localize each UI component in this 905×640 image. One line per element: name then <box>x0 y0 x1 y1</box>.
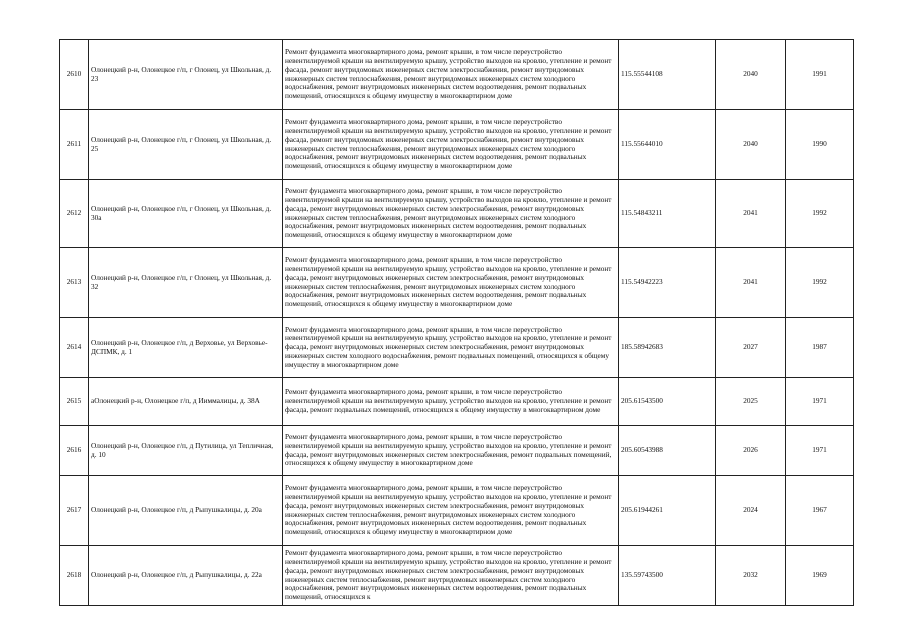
built-year-cell: 1971 <box>786 378 854 426</box>
cost-cell: 115.55644010 <box>619 110 716 180</box>
works-cell: Ремонт фундамента многоквартирного дома, ремонт крыши, в том числе переустройство невентилируемой крыши на вентилируемую крышу, устройство выходов на кровлю, утепление и ремонт фасада, ремонт внутридомовых инженерных систем электроснабжения, ремонт внутридомовых инженерных систем теплоснабжения, ремонт внутридомовых инженерных систем холодного водоснабжения, ремонт внутридомовых инженерных систем водоотведения, ремонт подвальных помещений, относящихся к общему имуществу в многоквартирном доме <box>283 248 619 318</box>
cost-cell: 115.54843211 <box>619 180 716 248</box>
address-cell: Олонецкий р-н, Олонецкое г/п, д Рыпушкалицы, д. 22а <box>89 546 283 606</box>
table-row <box>60 426 854 476</box>
works-cell: Ремонт фундамента многоквартирного дома, ремонт крыши, в том числе переустройство невентилируемой крыши на вентилируемую крышу, устройство выходов на кровлю, утепление и ремонт фасада, ремонт внутридомовых инженерных систем электроснабжения, ремонт внутридомовых инженерных систем теплоснабжения, ремонт внутридомовых инженерных систем холодного водоснабжения, ремонт внутридомовых инженерных систем водоотведения, ремонт подвальных помещений, относящихся к общему имуществу в многоквартирном доме <box>283 476 619 546</box>
table-body <box>60 40 854 606</box>
planned-year-cell: 2032 <box>716 546 786 606</box>
built-year-cell: 1992 <box>786 248 854 318</box>
row-number: 2610 <box>60 40 89 110</box>
address-cell: Олонецкий р-н, Олонецкое г/п, г Олонец, ул Школьная, д. 23 <box>89 40 283 110</box>
cost-cell: 205.60543988 <box>619 426 716 476</box>
row-number: 2618 <box>60 546 89 606</box>
planned-year-cell: 2027 <box>716 318 786 378</box>
built-year-cell: 1987 <box>786 318 854 378</box>
address-cell: Олонецкий р-н, Олонецкое г/п, г Олонец, ул Школьная, д. 30а <box>89 180 283 248</box>
planned-year-cell: 2040 <box>716 40 786 110</box>
works-cell: Ремонт фундамента многоквартирного дома, ремонт крыши, в том числе переустройство невентилируемой крыши на вентилируемую крышу, устройство выходов на кровлю, утепление и ремонт фасада, ремонт внутридомовых инженерных систем электроснабжения, ремонт внутридомовых инженерных систем теплоснабжения, ремонт внутридомовых инженерных систем холодного водоснабжения, ремонт внутридомовых инженерных систем водоотведения, ремонт подвальных помещений, относящихся к общему имуществу в многоквартирном доме <box>283 180 619 248</box>
cost-cell: 185.58942683 <box>619 318 716 378</box>
cost-cell: 115.54942223 <box>619 248 716 318</box>
built-year-cell: 1991 <box>786 40 854 110</box>
row-number: 2616 <box>60 426 89 476</box>
works-cell: Ремонт фундамента многоквартирного дома, ремонт крыши, в том числе переустройство невентилируемой крыши на вентилируемую крышу, устройство выходов на кровлю, утепление и ремонт фасада, ремонт внутридомовых инженерных систем электроснабжения, ремонт внутридомовых инженерных систем теплоснабжения, ремонт внутридомовых инженерных систем холодного водоснабжения, ремонт внутридомовых инженерных систем водоотведения, ремонт подвальных помещений, относящихся к <box>283 546 619 606</box>
works-cell: Ремонт фундамента многоквартирного дома, ремонт крыши, в том числе переустройство невентилируемой крыши на вентилируемую крышу, устройство выходов на кровлю, утепление и ремонт фасада, ремонт внутридомовых инженерных систем электроснабжения, ремонт внутридомовых инженерных систем холодного водоснабжения, ремонт подвальных помещений, относящихся к общему имуществу в многоквартирном доме <box>283 318 619 378</box>
works-cell: Ремонт фундамента многоквартирного дома, ремонт крыши, в том числе переустройство невентилируемой крыши на вентилируемую крышу, устройство выходов на кровлю, утепление и ремонт фасада, ремонт внутридомовых инженерных систем электроснабжения, ремонт внутридомовых инженерных систем теплоснабжения, ремонт внутридомовых инженерных систем холодного водоснабжения, ремонт внутридомовых инженерных систем водоотведения, ремонт подвальных помещений, относящихся к общему имуществу в многоквартирном доме <box>283 40 619 110</box>
built-year-cell: 1992 <box>786 180 854 248</box>
address-cell: Олонецкий р-н, Олонецкое г/п, д Путилица, ул Тепличная, д. 10 <box>89 426 283 476</box>
planned-year-cell: 2024 <box>716 476 786 546</box>
address-cell: аОлонецкий р-н, Олонецкое г/п, д Ииммалицы, д. 38А <box>89 378 283 426</box>
row-number: 2613 <box>60 248 89 318</box>
cost-cell: 115.55544108 <box>619 40 716 110</box>
works-cell: Ремонт фундамента многоквартирного дома, ремонт крыши, в том числе переустройство невентилируемой крыши на вентилируемую крышу, устройство выходов на кровлю, утепление и ремонт фасада, ремонт внутридомовых инженерных систем электроснабжения, ремонт внутридомовых инженерных систем теплоснабжения, ремонт внутридомовых инженерных систем холодного водоснабжения, ремонт внутридомовых инженерных систем водоотведения, ремонт подвальных помещений, относящихся к общему имуществу в многоквартирном доме <box>283 110 619 180</box>
works-cell: Ремонт фундамента многоквартирного дома, ремонт крыши, в том числе переустройство невентилируемой крыши на вентилируемую крышу, устройство выходов на кровлю, утепление и ремонт фасада, ремонт подвальных помещений, относящихся к общему имуществу в многоквартирном доме <box>283 378 619 426</box>
planned-year-cell: 2040 <box>716 110 786 180</box>
table-row <box>60 40 854 110</box>
table-row <box>60 476 854 546</box>
row-number: 2612 <box>60 180 89 248</box>
table-row <box>60 546 854 606</box>
planned-year-cell: 2026 <box>716 426 786 476</box>
works-cell: Ремонт фундамента многоквартирного дома, ремонт крыши, в том числе переустройство невентилируемой крыши на вентилируемую крышу, устройство выходов на кровлю, утепление и ремонт фасада, ремонт внутридомовых инженерных систем электроснабжения, ремонт подвальных помещений, относящихся к общему имуществу в многоквартирном доме <box>283 426 619 476</box>
address-cell: Олонецкий р-н, Олонецкое г/п, г Олонец, ул Школьная, д. 25 <box>89 110 283 180</box>
table-row <box>60 180 854 248</box>
table-row <box>60 318 854 378</box>
built-year-cell: 1967 <box>786 476 854 546</box>
row-number: 2617 <box>60 476 89 546</box>
address-cell: Олонецкий р-н, Олонецкое г/п, д Верховье, ул Верховье-ДСПМК, д. 1 <box>89 318 283 378</box>
planned-year-cell: 2041 <box>716 248 786 318</box>
address-cell: Олонецкий р-н, Олонецкое г/п, д Рыпушкалицы, д. 20а <box>89 476 283 546</box>
table-row <box>60 110 854 180</box>
repair-registry-table <box>59 39 854 606</box>
table-row <box>60 378 854 426</box>
built-year-cell: 1990 <box>786 110 854 180</box>
planned-year-cell: 2041 <box>716 180 786 248</box>
cost-cell: 205.61543500 <box>619 378 716 426</box>
row-number: 2615 <box>60 378 89 426</box>
row-number: 2611 <box>60 110 89 180</box>
table-row <box>60 248 854 318</box>
built-year-cell: 1969 <box>786 546 854 606</box>
cost-cell: 205.61944261 <box>619 476 716 546</box>
cost-cell: 135.59743500 <box>619 546 716 606</box>
planned-year-cell: 2025 <box>716 378 786 426</box>
built-year-cell: 1971 <box>786 426 854 476</box>
address-cell: Олонецкий р-н, Олонецкое г/п, г Олонец, ул Школьная, д. 32 <box>89 248 283 318</box>
row-number: 2614 <box>60 318 89 378</box>
